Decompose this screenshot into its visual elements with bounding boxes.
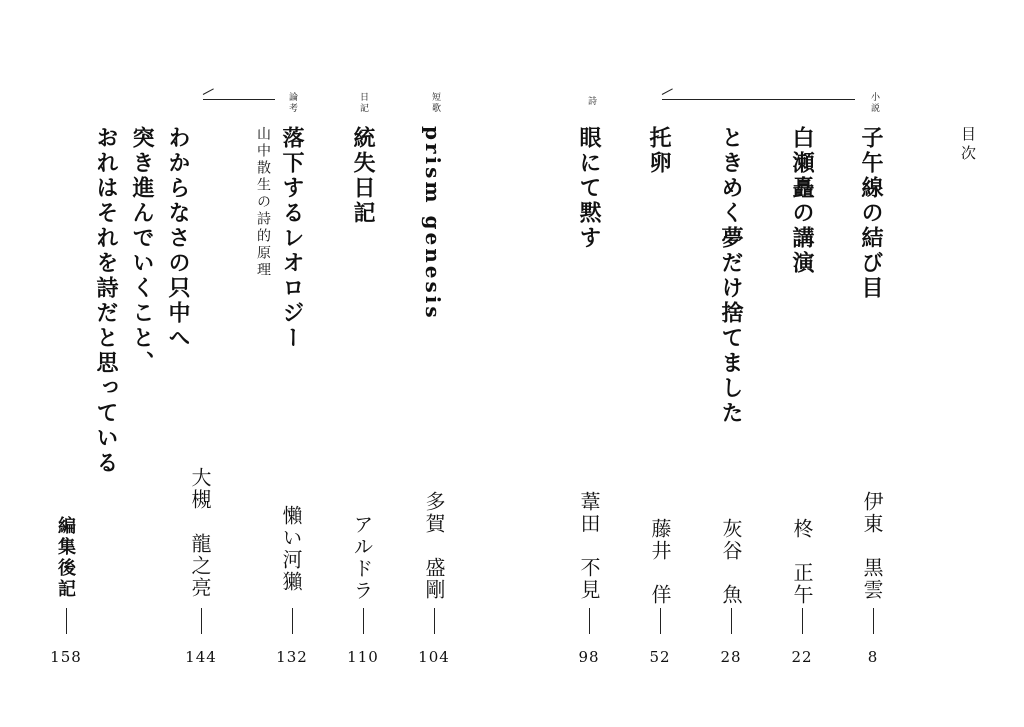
page-number: 132 bbox=[276, 648, 308, 666]
leader-dash bbox=[201, 608, 202, 634]
entry-title[interactable]: 眼にて黙す bbox=[576, 126, 602, 251]
page-number: 28 bbox=[720, 648, 742, 666]
entry-title[interactable]: prism genesis bbox=[421, 126, 445, 321]
leader-dash bbox=[363, 608, 364, 634]
entry-title[interactable]: 子午線の結び目 bbox=[858, 126, 884, 301]
leader-dash bbox=[660, 608, 661, 634]
entry-title[interactable]: 白瀬矗の講演 bbox=[789, 126, 815, 276]
toc-heading: 目次 bbox=[959, 126, 977, 164]
page-number: 144 bbox=[185, 648, 217, 666]
section-label-essay: 論考 bbox=[287, 92, 297, 114]
entry-author: 灰谷 魚 bbox=[719, 518, 743, 606]
entry-title[interactable]: ときめく夢だけ捨てました bbox=[718, 126, 744, 426]
entry-author: アルドラ bbox=[350, 514, 374, 602]
entry-author: 藤井 佯 bbox=[648, 518, 672, 606]
page-number: 22 bbox=[791, 648, 813, 666]
section-label-diary: 日記 bbox=[358, 92, 368, 114]
page-number: 104 bbox=[418, 648, 450, 666]
entry-author: 多賀 盛剛 bbox=[422, 491, 446, 601]
page-number: 8 bbox=[867, 648, 879, 666]
section-label-novel: 小説 bbox=[869, 92, 879, 114]
section-label-tanka: 短歌 bbox=[430, 92, 440, 114]
leader-dash bbox=[802, 608, 803, 634]
entry-author: 葦田 不見 bbox=[577, 491, 601, 601]
section-arrow-novel bbox=[662, 99, 855, 100]
entry-author: 柊 正午 bbox=[790, 518, 814, 606]
section-arrow-essay bbox=[203, 99, 275, 100]
entry-title[interactable]: 落下するレオロジー bbox=[279, 126, 305, 351]
entry-subtitle: 山中散生の詩的原理 bbox=[255, 126, 271, 279]
entry-title[interactable]: 統失日記 bbox=[350, 126, 376, 226]
entry-title[interactable]: 托卵 bbox=[646, 126, 672, 176]
page-number: 110 bbox=[347, 648, 379, 666]
leader-dash bbox=[731, 608, 732, 634]
page-number: 52 bbox=[649, 648, 671, 666]
leader-dash bbox=[66, 608, 67, 634]
entry-author: 伊東 黒雲 bbox=[860, 491, 884, 601]
page-number: 98 bbox=[578, 648, 600, 666]
afterword-title[interactable]: 編集後記 bbox=[55, 516, 76, 600]
leader-dash bbox=[292, 608, 293, 634]
entry-title-text: わからなさの只中へ 突き進んでいくこと、 おれはそれを詩だと思っている bbox=[93, 126, 191, 476]
leader-dash bbox=[589, 608, 590, 634]
page-number: 158 bbox=[50, 648, 82, 666]
entry-title[interactable] bbox=[93, 126, 232, 476]
section-label-poem: 詩 bbox=[586, 96, 596, 107]
leader-dash bbox=[873, 608, 874, 634]
entry-author: 大槻 龍之亮 bbox=[188, 467, 212, 599]
leader-dash bbox=[434, 608, 435, 634]
entry-author: 懶い河獺 bbox=[279, 505, 303, 593]
